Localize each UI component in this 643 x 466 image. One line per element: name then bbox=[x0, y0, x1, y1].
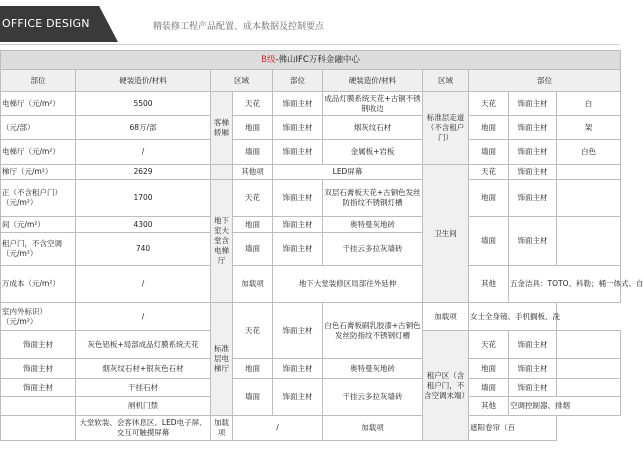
table-row bbox=[1, 379, 621, 397]
grade-mark: B级 bbox=[261, 55, 276, 65]
table-row bbox=[1, 217, 621, 233]
part-cell: 地面 bbox=[469, 180, 509, 217]
material-cell: 饰面主材 bbox=[273, 92, 323, 116]
col-header-part-2: 部位 bbox=[273, 70, 323, 92]
part-cell: 墙面 bbox=[469, 140, 509, 165]
part-cell: 墙面 bbox=[469, 379, 509, 397]
part-cell: 墙面 bbox=[233, 140, 273, 165]
material-cell: 饰面主材 bbox=[509, 92, 557, 116]
table-row bbox=[1, 266, 621, 303]
table-title bbox=[1, 51, 621, 70]
cost-cell: 双层石膏板天花+古铜色发丝防指纹不锈钢灯槽 bbox=[323, 180, 423, 217]
page-header bbox=[0, 0, 620, 50]
material-cell: 饰面主材 bbox=[273, 379, 323, 416]
cost-table bbox=[0, 50, 643, 441]
left-part-cell: 租户门，不含空调（元/m²） bbox=[1, 233, 76, 266]
left-part-cell: （元/部） bbox=[1, 116, 76, 140]
cost-cell: 空调控制器、排烟 bbox=[509, 397, 621, 416]
table-row bbox=[1, 116, 621, 140]
table-row bbox=[1, 140, 621, 165]
part-cell: 天花 bbox=[233, 303, 273, 359]
cost-cell bbox=[557, 359, 621, 379]
part-cell: 其他 bbox=[469, 266, 509, 303]
cost-cell: 成品灯膜系统天花+古铜不锈钢收边 bbox=[323, 92, 423, 116]
header-divider bbox=[0, 44, 620, 45]
cost-cell: 奥特曼灰地砖 bbox=[323, 359, 423, 379]
material-cell: 饰面主材 bbox=[273, 140, 323, 165]
left-cost-cell: 4300 bbox=[76, 217, 211, 233]
left-cost-cell: 烟灰纹石材+银灰色石材 bbox=[76, 359, 211, 379]
left-material-cell: 饰面主材 bbox=[1, 379, 76, 397]
table-row bbox=[1, 92, 621, 116]
cost-cell: / bbox=[233, 416, 323, 441]
part-cell: 天花 bbox=[233, 92, 273, 116]
part-cell: 其他 bbox=[469, 397, 509, 416]
left-cost-cell: 灰色铝板+局部成品灯膜系统天花 bbox=[76, 331, 211, 359]
part-cell: 其他项 bbox=[233, 165, 273, 180]
part-cell: 墙面 bbox=[233, 233, 273, 266]
cost-cell bbox=[557, 379, 621, 397]
left-cost-cell: 干挂石材 bbox=[76, 379, 211, 397]
zone-cell: 地下室大堂含电梯厅 bbox=[211, 180, 233, 303]
zone-cell bbox=[211, 165, 233, 180]
left-part-cell: 电梯厅（元/m²） bbox=[1, 92, 76, 116]
project-name: -佛山IFC万科金融中心 bbox=[275, 55, 360, 65]
cost-cell: 干挂云多拉灰墙砖 bbox=[323, 379, 423, 416]
zone-cell: 标准层走道（不含租户门） bbox=[423, 92, 469, 165]
left-cost-cell: 1700 bbox=[76, 180, 211, 217]
zone-cell: 卫生间 bbox=[423, 165, 469, 303]
left-cost-cell: 闸机门禁 bbox=[76, 397, 211, 416]
part-cell: 地面 bbox=[233, 359, 273, 379]
part-cell: 加载项 bbox=[211, 416, 233, 441]
table-row bbox=[1, 303, 621, 331]
material-cell: 饰面主材 bbox=[273, 180, 323, 217]
part-cell: 地面 bbox=[469, 359, 509, 379]
cost-cell: 奥特曼灰地砖 bbox=[323, 217, 423, 233]
left-material-cell: 饰面主材 bbox=[1, 331, 76, 359]
left-part-cell: 万成本（元/m²） bbox=[1, 266, 76, 303]
left-cost-cell: 5500 bbox=[76, 92, 211, 116]
material-cell: 饰面主材 bbox=[509, 116, 557, 140]
material-cell: 饰面主材 bbox=[509, 217, 557, 266]
material-cell: 饰面主材 bbox=[273, 116, 323, 140]
left-cost-cell: / bbox=[76, 140, 211, 165]
cost-cell: LED屏幕 bbox=[273, 165, 423, 180]
table-title-row bbox=[1, 51, 621, 70]
left-material-cell bbox=[1, 397, 76, 416]
part-cell: 天花 bbox=[469, 331, 509, 359]
part-cell: 墙面 bbox=[233, 379, 273, 416]
left-material-cell bbox=[1, 416, 76, 441]
col-header-zone: 区域 bbox=[211, 70, 273, 92]
material-cell: 饰面主材 bbox=[273, 217, 323, 233]
cost-cell: 架 bbox=[557, 116, 621, 140]
material-cell: 饰面主材 bbox=[509, 180, 557, 217]
table-row bbox=[1, 416, 621, 441]
part-cell: 加载项 bbox=[423, 303, 469, 331]
col-header-part: 部位 bbox=[1, 70, 76, 92]
part-cell: 地面 bbox=[469, 116, 509, 140]
material-cell: 饰面主材 bbox=[509, 140, 557, 165]
header-badge-text: OFFICE DESIGN bbox=[2, 17, 90, 30]
cost-cell bbox=[557, 165, 621, 180]
table-row bbox=[1, 359, 621, 379]
col-header-part-3: 部位 bbox=[469, 70, 621, 92]
cost-cell: 遮阳卷帘（百 bbox=[469, 416, 557, 441]
left-part-cell: 间（元/m²） bbox=[1, 217, 76, 233]
cost-cell: 干挂云多拉灰墙砖 bbox=[323, 233, 423, 266]
material-cell: 饰面主材 bbox=[273, 359, 323, 379]
part-cell: 加载项 bbox=[233, 266, 273, 303]
cost-cell: 五金洁具：TOTO、科勒；桶一体式、自 bbox=[509, 266, 621, 303]
table-header-row bbox=[1, 70, 621, 92]
zone-cell: 租户区（含租户门，不含空调末端） bbox=[423, 331, 469, 441]
left-cost-cell: / bbox=[76, 303, 211, 331]
left-part-cell: 正（不含租户门）（元/m²） bbox=[1, 180, 76, 217]
left-cost-cell: 740 bbox=[76, 233, 211, 266]
left-material-cell: 饰面主材 bbox=[1, 359, 76, 379]
cost-cell bbox=[557, 180, 621, 217]
left-cost-cell: 2629 bbox=[76, 165, 211, 180]
col-header-cost-2: 硬装造价/材料 bbox=[323, 70, 423, 92]
col-header-zone-2: 区域 bbox=[423, 70, 469, 92]
left-part-cell: 室内外标识）（元/m²） bbox=[1, 303, 76, 331]
left-part-cell: 梯厅（元/m²） bbox=[1, 165, 76, 180]
table-row bbox=[1, 165, 621, 180]
part-cell: 天花 bbox=[233, 180, 273, 217]
left-cost-cell: 68万/部 bbox=[76, 116, 211, 140]
cost-cell bbox=[557, 331, 621, 359]
part-cell: 天花 bbox=[469, 92, 509, 116]
material-cell: 饰面主材 bbox=[509, 379, 557, 397]
cost-cell: 白色 bbox=[557, 140, 621, 165]
material-cell: 饰面主材 bbox=[509, 331, 557, 359]
part-cell: 墙面 bbox=[469, 217, 509, 266]
zone-cell: 客梯轿厢 bbox=[211, 92, 233, 165]
cost-cell: 地下大堂装修区局部往外延伸 bbox=[273, 266, 423, 303]
left-cost-cell: 大堂软装、会客休息区、LED电子屏、交互可触摸屏幕 bbox=[76, 416, 211, 441]
cost-cell: 烟灰纹石材 bbox=[323, 116, 423, 140]
left-part-cell: 电梯厅（元/m²） bbox=[1, 140, 76, 165]
material-cell: 饰面主材 bbox=[509, 165, 557, 180]
cost-cell: 白色石膏板刷乳胶漆+古铜色发丝防指纹不锈钢灯槽 bbox=[323, 303, 423, 359]
cost-cell bbox=[557, 217, 621, 266]
part-cell: 天花 bbox=[469, 165, 509, 180]
cost-cell: 金属板+岩板 bbox=[323, 140, 423, 165]
part-cell: 地面 bbox=[233, 116, 273, 140]
col-header-cost: 硬装造价/材料 bbox=[76, 70, 211, 92]
table-row bbox=[1, 180, 621, 217]
left-cost-cell: / bbox=[76, 266, 211, 303]
part-cell: 加载项 bbox=[323, 416, 423, 441]
material-cell: 饰面主材 bbox=[509, 359, 557, 379]
material-cell: 饰面主材 bbox=[273, 233, 323, 266]
part-cell: 地面 bbox=[233, 217, 273, 233]
zone-cell: 标准层电梯厅 bbox=[211, 303, 233, 416]
cost-cell: 白 bbox=[557, 92, 621, 116]
cost-cell: 女士全身镜、手机搁板、洗 bbox=[469, 303, 557, 331]
material-cell: 饰面主材 bbox=[273, 303, 323, 359]
header-subtitle: 精装修工程产品配置、成本数据及控制要点 bbox=[153, 22, 325, 32]
